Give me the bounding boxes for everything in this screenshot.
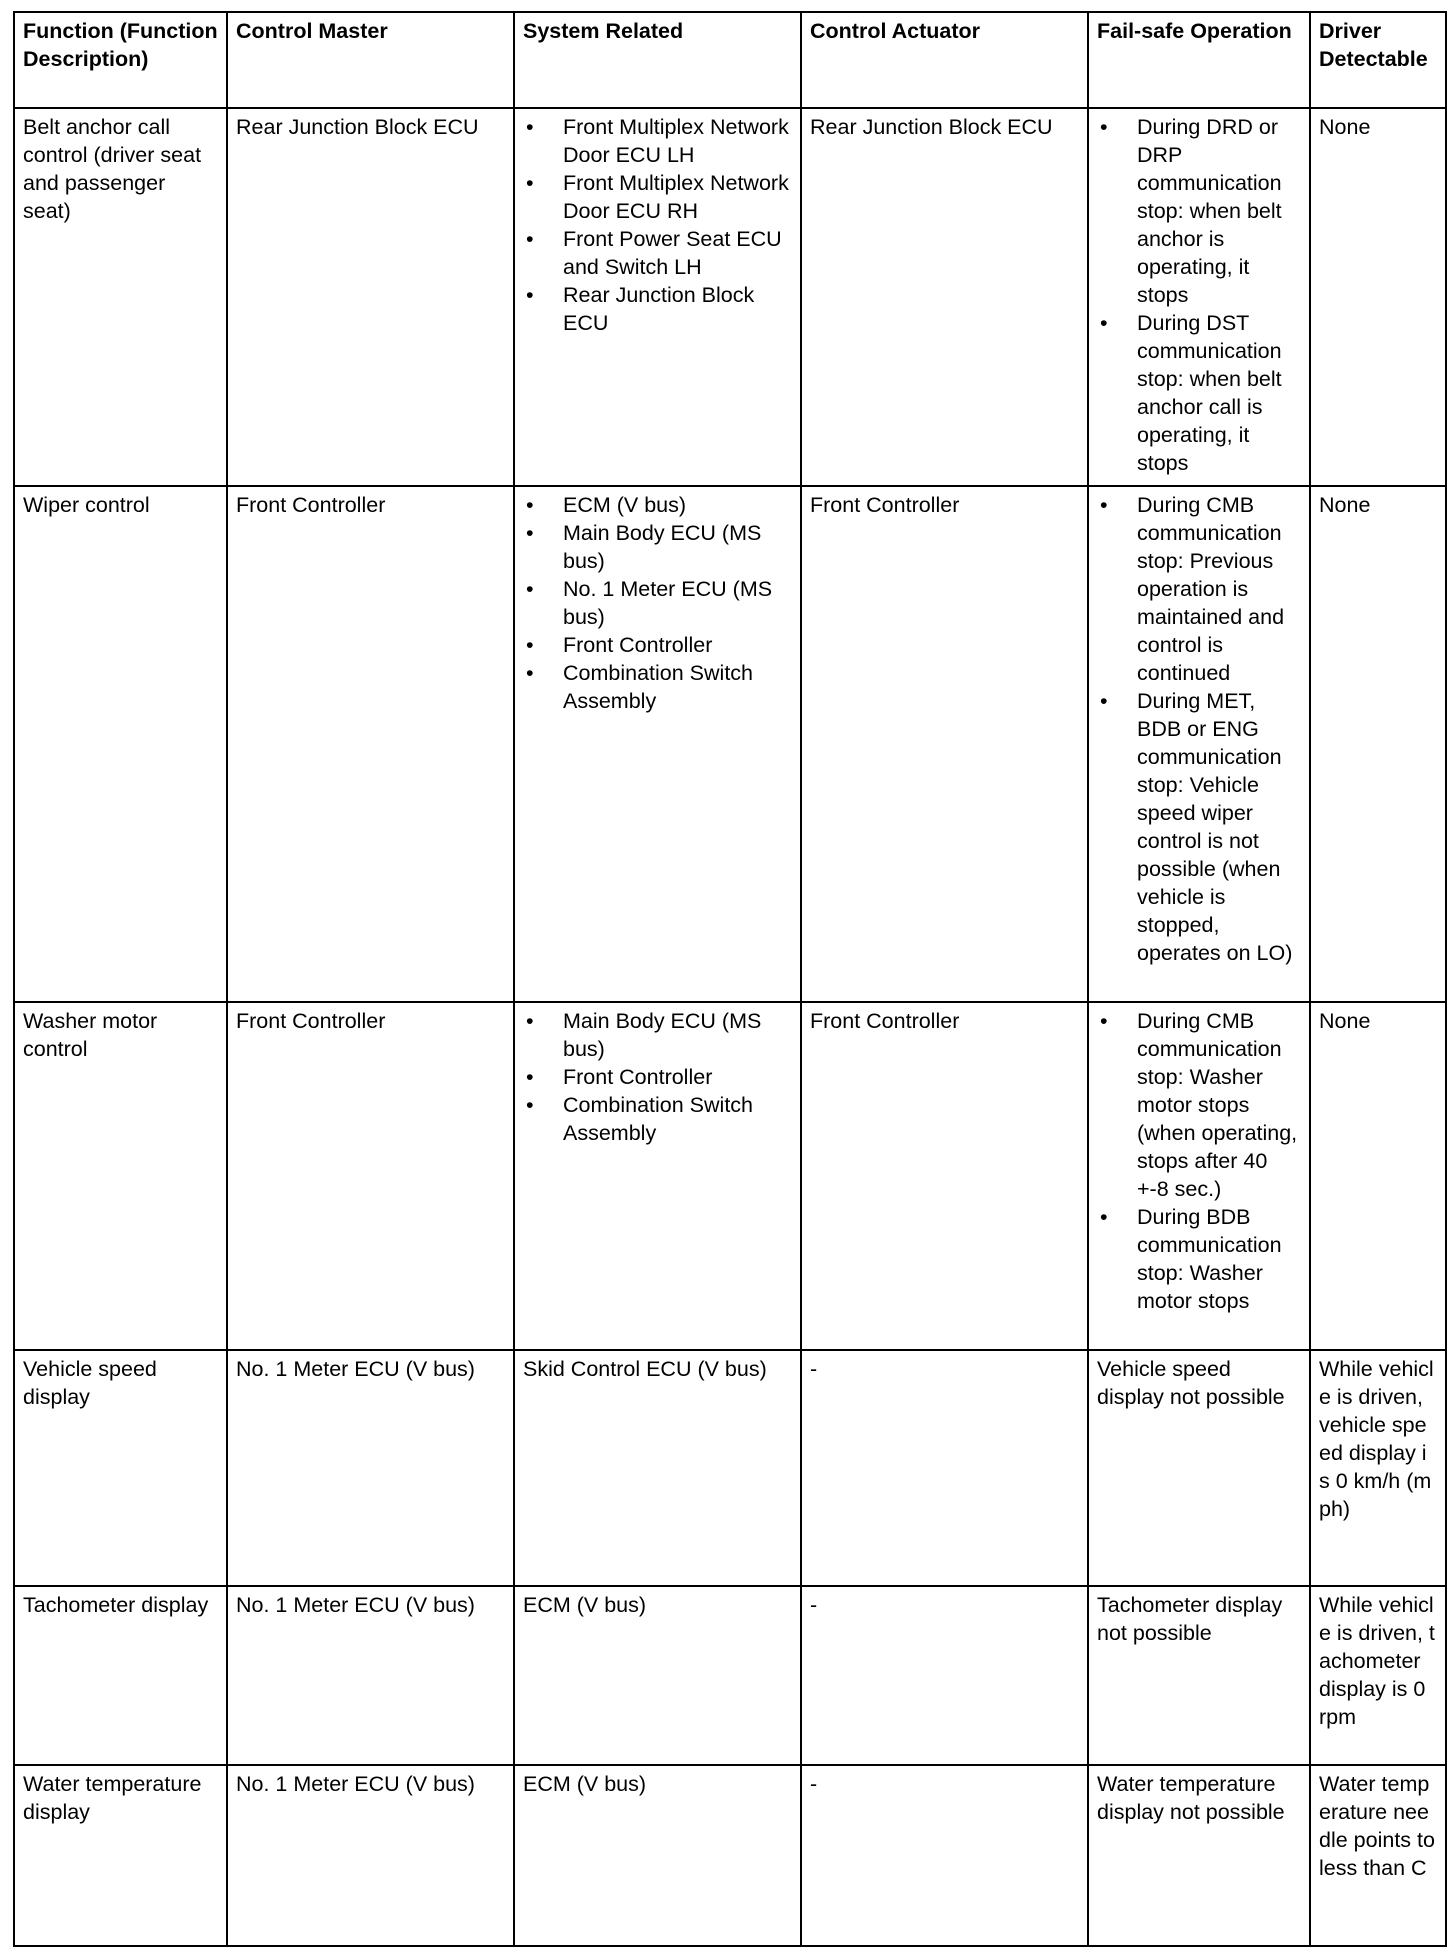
cell-control-master: No. 1 Meter ECU (V bus) xyxy=(227,1586,514,1765)
system-related-list xyxy=(523,113,792,337)
list-item: • Front Controller xyxy=(526,633,713,657)
bullet-icon: • xyxy=(526,661,534,685)
cell-control-actuator: Rear Junction Block ECU xyxy=(801,108,1088,486)
cell-driver-detectable: While vehicle is driven, tachometer display is 0 rpm xyxy=(1310,1586,1446,1765)
header-fail-safe: Fail-safe Operation xyxy=(1088,12,1310,108)
bullet-icon: • xyxy=(1100,689,1108,713)
bullet-icon: • xyxy=(526,577,534,601)
header-driver-detectable: Driver Detectable xyxy=(1310,12,1446,108)
list-item: • During DRD or DRP communication stop: when belt anchor is operating, it stops xyxy=(1100,115,1282,307)
cell-control-actuator: Front Controller xyxy=(801,1002,1088,1350)
table-row xyxy=(14,1586,1446,1765)
bullet-icon: • xyxy=(526,1009,534,1033)
list-item: • During BDB communication stop: Washer motor stops xyxy=(1100,1205,1282,1313)
cell-system-related xyxy=(514,108,801,486)
bullet-icon: • xyxy=(526,521,534,545)
bullet-icon: • xyxy=(1100,115,1108,139)
cell-control-master: No. 1 Meter ECU (V bus) xyxy=(227,1350,514,1586)
table-row xyxy=(14,1350,1446,1586)
cell-function: Water temperature display xyxy=(14,1765,227,1946)
bullet-icon: • xyxy=(1100,1009,1108,1033)
header-control-actuator: Control Actuator xyxy=(801,12,1088,108)
system-related-list xyxy=(523,491,792,715)
list-item: • During CMB communication stop: Washer motor stops (when operating, stops after 40 +-8 sec.) xyxy=(1100,1009,1298,1201)
bullet-icon: • xyxy=(526,115,534,139)
list-item: • Front Multiplex Network Door ECU RH xyxy=(526,171,789,223)
bullet-icon: • xyxy=(1100,311,1108,335)
cell-function: Wiper control xyxy=(14,486,227,1002)
function-table xyxy=(13,11,1447,1947)
cell-control-master: Front Controller xyxy=(227,1002,514,1350)
list-item: • No. 1 Meter ECU (MS bus) xyxy=(526,577,773,629)
list-item: • During CMB communication stop: Previous operation is maintained and control is continued xyxy=(1100,493,1285,685)
cell-fail-safe xyxy=(1088,1002,1310,1350)
cell-control-master: Rear Junction Block ECU xyxy=(227,108,514,486)
list-item: • Combination Switch Assembly xyxy=(526,661,754,713)
cell-control-master: No. 1 Meter ECU (V bus) xyxy=(227,1765,514,1946)
cell-control-actuator: Front Controller xyxy=(801,486,1088,1002)
cell-system-related: ECM (V bus) xyxy=(514,1765,801,1946)
cell-fail-safe: Water temperature display not possible xyxy=(1088,1765,1310,1946)
bullet-icon: • xyxy=(526,633,534,657)
cell-system-related xyxy=(514,1002,801,1350)
list-item: • During DST communication stop: when belt anchor call is operating, it stops xyxy=(1100,311,1282,475)
list-item: • Main Body ECU (MS bus) xyxy=(526,521,762,573)
fail-safe-list xyxy=(1097,491,1301,967)
cell-driver-detectable: Water temperature needle points to less than C xyxy=(1310,1765,1446,1946)
list-item: • During MET, BDB or ENG communication stop: Vehicle speed wiper control is not possible (when vehicle is stopped, operates on LO) xyxy=(1100,689,1293,965)
list-item: • Main Body ECU (MS bus) xyxy=(526,1009,762,1061)
list-item: • ECM (V bus) xyxy=(526,493,687,517)
bullet-icon: • xyxy=(526,171,534,195)
cell-function: Washer motor control xyxy=(14,1002,227,1350)
cell-control-actuator: - xyxy=(801,1586,1088,1765)
header-row xyxy=(14,12,1446,108)
cell-control-actuator: - xyxy=(801,1350,1088,1586)
cell-fail-safe: Tachometer display not possible xyxy=(1088,1586,1310,1765)
bullet-icon: • xyxy=(1100,1205,1108,1229)
system-related-list xyxy=(523,1007,792,1147)
cell-driver-detectable: None xyxy=(1310,108,1446,486)
cell-fail-safe: Vehicle speed display not possible xyxy=(1088,1350,1310,1586)
cell-driver-detectable: While vehicle is driven, vehicle speed display is 0 km/h (mph) xyxy=(1310,1350,1446,1586)
bullet-icon: • xyxy=(526,493,534,517)
cell-driver-detectable: None xyxy=(1310,1002,1446,1350)
cell-function: Belt anchor call control (driver seat and passenger seat) xyxy=(14,108,227,486)
cell-fail-safe xyxy=(1088,108,1310,486)
list-item: • Front Controller xyxy=(526,1065,713,1089)
cell-function: Vehicle speed display xyxy=(14,1350,227,1586)
bullet-icon: • xyxy=(1100,493,1108,517)
cell-fail-safe xyxy=(1088,486,1310,1002)
header-control-master: Control Master xyxy=(227,12,514,108)
cell-system-related: Skid Control ECU (V bus) xyxy=(514,1350,801,1586)
table-row xyxy=(14,108,1446,486)
fail-safe-list xyxy=(1097,1007,1301,1315)
fail-safe-list xyxy=(1097,113,1301,477)
cell-system-related: ECM (V bus) xyxy=(514,1586,801,1765)
list-item: • Combination Switch Assembly xyxy=(526,1093,754,1145)
bullet-icon: • xyxy=(526,283,534,307)
list-item: • Front Multiplex Network Door ECU LH xyxy=(526,115,789,167)
table-row xyxy=(14,1002,1446,1350)
list-item: • Rear Junction Block ECU xyxy=(526,283,755,335)
table-row xyxy=(14,1765,1446,1946)
cell-driver-detectable: None xyxy=(1310,486,1446,1002)
cell-function: Tachometer display xyxy=(14,1586,227,1765)
bullet-icon: • xyxy=(526,227,534,251)
bullet-icon: • xyxy=(526,1065,534,1089)
cell-system-related xyxy=(514,486,801,1002)
cell-control-master: Front Controller xyxy=(227,486,514,1002)
header-system-related: System Related xyxy=(514,12,801,108)
list-item: • Front Power Seat ECU and Switch LH xyxy=(526,227,782,279)
cell-control-actuator: - xyxy=(801,1765,1088,1946)
table-row xyxy=(14,486,1446,1002)
header-function: Function (Function Description) xyxy=(14,12,227,108)
bullet-icon: • xyxy=(526,1093,534,1117)
